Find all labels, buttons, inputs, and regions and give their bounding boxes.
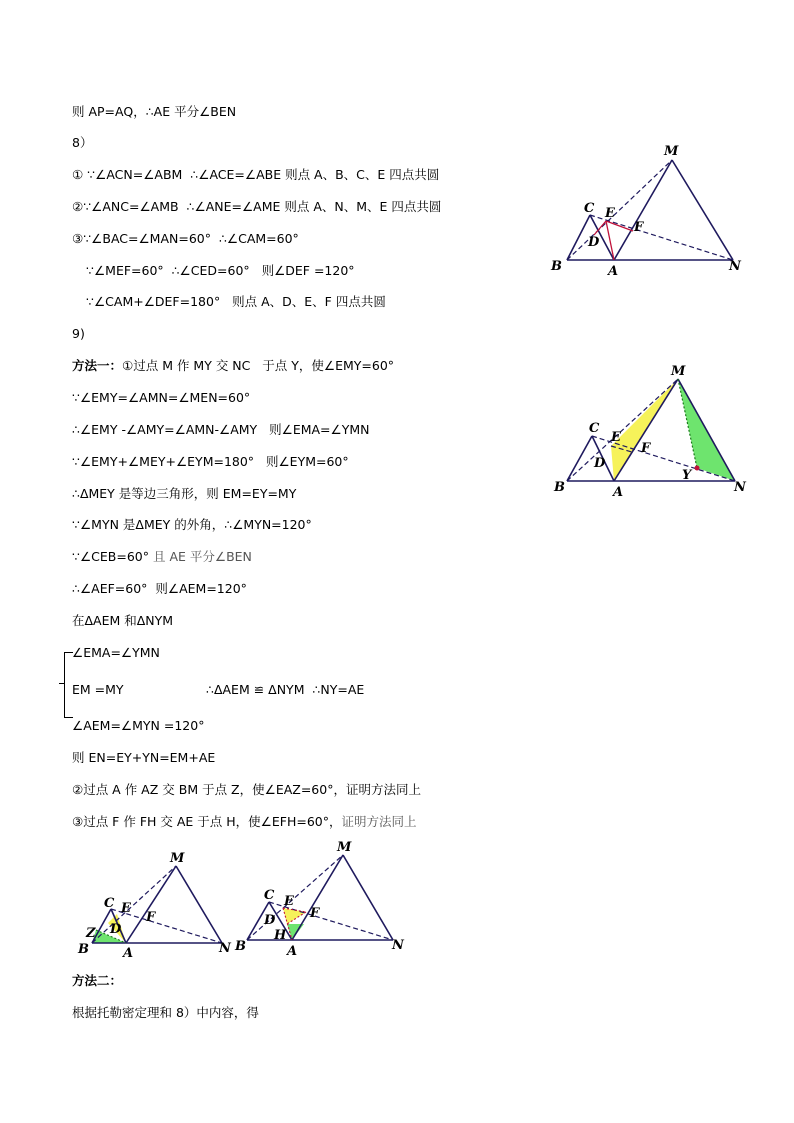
text-line: 则 EN=EY+YN=EM+AE: [72, 750, 216, 765]
label-n: N: [392, 938, 404, 953]
method-heading: 方法一：: [72, 358, 123, 373]
segment-mn: [672, 160, 733, 260]
label-m: M: [170, 851, 185, 866]
segment-am: [614, 160, 672, 260]
label-n: N: [734, 480, 746, 495]
text-line: 9): [72, 326, 85, 341]
label-n: N: [729, 259, 741, 274]
text-line: [72, 814, 417, 830]
text-line: ① ∵∠ACN=∠ABM ∴∠ACE=∠ABE 则点 A、B、C、E 四点共圆: [72, 167, 440, 182]
label-d: D: [110, 922, 122, 937]
label-c: C: [584, 201, 595, 216]
label-h: H: [274, 928, 287, 943]
label-m: M: [337, 840, 352, 855]
label-b: B: [554, 480, 565, 495]
segment-am: [292, 855, 343, 940]
segment-am: [614, 379, 678, 481]
text-span: 证明方法同上: [341, 814, 417, 829]
text-line: 根据托勒密定理和 8）中内容，得: [72, 1005, 259, 1020]
label-e: E: [611, 430, 621, 445]
method-heading: 方法二：: [72, 973, 123, 988]
label-d: D: [264, 913, 276, 928]
text-line: ∵∠EMY+∠MEY+∠EYM=180° 则∠EYM=60°: [72, 454, 349, 469]
label-c: C: [264, 888, 275, 903]
text-line: ∠EMA=∠YMN: [72, 645, 160, 660]
label-e: E: [605, 206, 615, 221]
point-y: [695, 466, 700, 471]
text-line: 则 AP=AQ，∴AE 平分∠BEN: [72, 104, 237, 119]
label-a: A: [287, 944, 298, 959]
segment-ef: [606, 221, 633, 231]
segment-bm: [567, 160, 672, 260]
text-line: ②∵∠ANC=∠AMB ∴∠ANE=∠AME 则点 A、N、M、E 四点共圆: [72, 199, 442, 214]
label-b: B: [235, 939, 246, 954]
label-b: B: [551, 259, 562, 274]
label-a: A: [613, 485, 624, 500]
label-a: A: [123, 946, 134, 961]
label-c: C: [589, 421, 600, 436]
text-line: ②过点 A 作 AZ 交 BM 于点 Z，使∠EAZ=60°，证明方法同上: [72, 782, 421, 797]
label-n: N: [219, 941, 231, 956]
label-m: M: [664, 144, 679, 159]
label-f: F: [641, 441, 651, 456]
label-e: E: [121, 901, 131, 916]
segment-bc: [567, 436, 592, 481]
text-span: ③过点 F 作 FH 交 AE 于点 H，使∠EFH=60°，: [72, 814, 342, 829]
figure-method-2: [74, 850, 239, 960]
label-m: M: [671, 364, 686, 379]
text-line: [72, 358, 394, 374]
label-d: D: [594, 456, 606, 471]
figure-method-3: [232, 838, 410, 958]
label-z: Z: [86, 926, 96, 941]
segment-bc: [567, 215, 590, 260]
text-line: ∵∠CAM+∠DEF=180° 则点 A、D、E、F 四点共圆: [86, 294, 386, 309]
text-line: ∵∠MYN 是ΔMEY 的外角，∴∠MYN=120°: [72, 517, 312, 532]
text-line: ∴ΔMEY 是等边三角形，则 EM=EY=MY: [72, 486, 297, 501]
text-line: ∴ΔAEM ≌ ΔNYM ∴NY=AE: [206, 682, 365, 697]
label-c: C: [104, 896, 115, 911]
segment-cn: [590, 215, 733, 260]
segment-mn: [343, 855, 393, 940]
text-line: 在ΔAEM 和ΔNYM: [72, 613, 174, 628]
text-line: ∵∠EMY=∠AMN=∠MEN=60°: [72, 390, 251, 405]
label-d: D: [588, 235, 600, 250]
figure-8: [546, 140, 746, 280]
text-line: ∠AEM=∠MYN =120°: [72, 718, 205, 733]
text-span: 且 AE 平分∠BEN: [149, 549, 252, 564]
label-f: F: [634, 220, 644, 235]
text-line: ∵∠MEF=60° ∴∠CED=60° 则∠DEF =120°: [86, 263, 355, 278]
text-span: ∵∠CEB=60°: [72, 549, 149, 564]
label-f: F: [310, 906, 320, 921]
text-line: ∴∠EMY -∠AMY=∠AMN-∠AMY 则∠EMA=∠YMN: [72, 422, 370, 437]
text-line: ∴∠AEF=60° 则∠AEM=120°: [72, 581, 247, 596]
text-line: 8）: [72, 135, 93, 150]
text-line: ③∵∠BAC=∠MAN=60° ∴∠CAM=60°: [72, 231, 299, 246]
text-line: [72, 549, 252, 565]
text-span: ①过点 M 作 MY 交 NC 于点 Y，使∠EMY=60°: [122, 358, 395, 373]
label-b: B: [78, 942, 89, 957]
label-a: A: [608, 264, 619, 279]
text-line: EM =MY: [72, 682, 124, 697]
label-f: F: [146, 910, 156, 925]
label-e: E: [284, 894, 294, 909]
label-y: Y: [682, 468, 692, 483]
figure-9: [546, 360, 756, 500]
